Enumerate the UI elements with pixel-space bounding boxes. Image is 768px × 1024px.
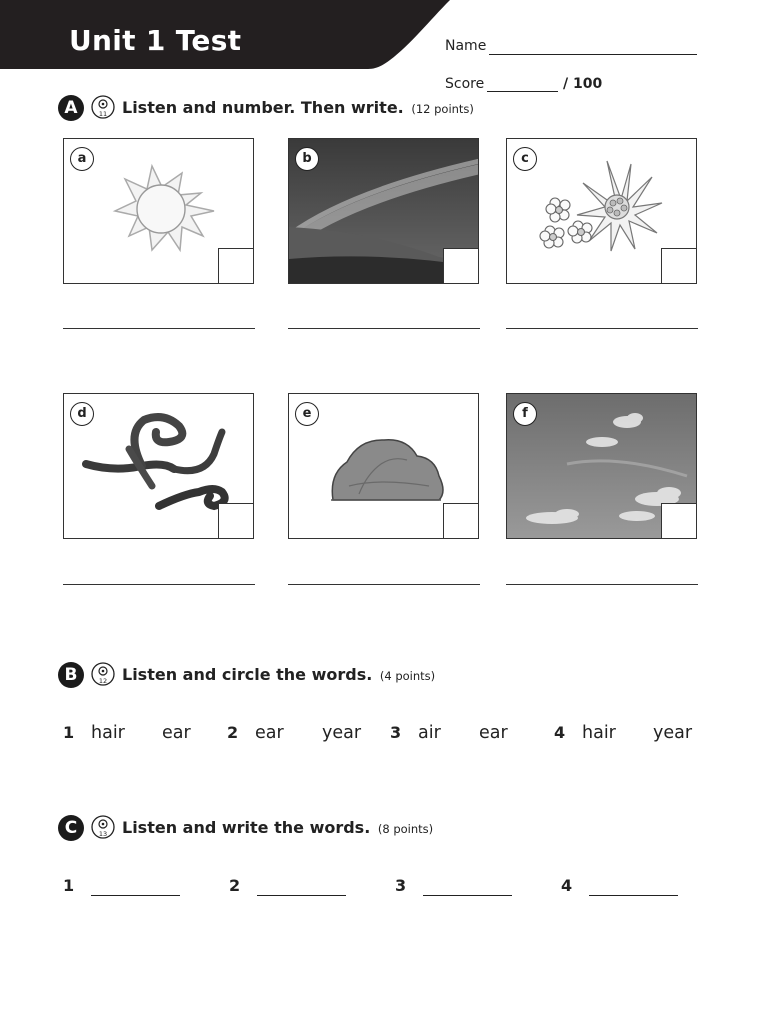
cd-track-icon: [91, 814, 115, 842]
word-option[interactable]: hair: [91, 723, 125, 743]
score-label: Score: [445, 76, 485, 92]
section-b-marker: B: [58, 662, 84, 688]
section-c-instruction: [122, 818, 433, 837]
picture-label: c: [513, 147, 537, 171]
answer-line[interactable]: [506, 328, 698, 329]
word-option[interactable]: ear: [162, 723, 191, 743]
points-label: (4 points): [379, 669, 436, 683]
picture-d: [63, 393, 254, 539]
track-number: 11: [98, 110, 108, 118]
word-option[interactable]: air: [418, 723, 441, 743]
answer-line[interactable]: [288, 584, 480, 585]
answer-line[interactable]: [63, 328, 255, 329]
write-line[interactable]: [589, 895, 678, 896]
section-a-marker: A: [58, 95, 84, 121]
word-option[interactable]: hair: [582, 723, 616, 743]
item-number: 2: [229, 876, 241, 895]
section-b-instruction: [122, 665, 435, 684]
item-number: 4: [561, 876, 573, 895]
track-number: 13: [98, 830, 108, 838]
instruction-text: Listen and circle the words.: [122, 665, 373, 684]
answer-line[interactable]: [506, 584, 698, 585]
picture-b: [288, 138, 479, 284]
item-number: 3: [395, 876, 407, 895]
word-option[interactable]: ear: [255, 723, 284, 743]
item-number: 1: [63, 876, 75, 895]
item-number: 1: [63, 723, 75, 742]
word-option[interactable]: ear: [479, 723, 508, 743]
page-title: Unit 1 Test: [69, 24, 242, 57]
picture-label: a: [70, 147, 94, 171]
picture-label: e: [295, 402, 319, 426]
answer-line[interactable]: [63, 584, 255, 585]
number-box[interactable]: [661, 248, 697, 284]
score-total: / 100: [563, 76, 603, 92]
item-number: 3: [390, 723, 402, 742]
instruction-text: Listen and write the words.: [122, 818, 371, 837]
item-number: 2: [227, 723, 239, 742]
number-box[interactable]: [218, 248, 254, 284]
write-line[interactable]: [91, 895, 180, 896]
points-label: (12 points): [411, 102, 474, 116]
name-label: Name: [445, 38, 487, 54]
number-box[interactable]: [443, 248, 479, 284]
picture-f: [506, 393, 697, 539]
word-option[interactable]: year: [653, 723, 693, 743]
instruction-text: Listen and number. Then write.: [122, 98, 404, 117]
picture-label: d: [70, 402, 94, 426]
picture-label: f: [513, 402, 537, 426]
cd-track-icon: [91, 661, 115, 689]
points-label: (8 points): [377, 822, 434, 836]
score-field[interactable]: [487, 91, 558, 92]
picture-c: [506, 138, 697, 284]
number-box[interactable]: [661, 503, 697, 539]
picture-label: b: [295, 147, 319, 171]
cd-track-icon: [91, 94, 115, 122]
track-number: 12: [98, 677, 108, 685]
number-box[interactable]: [443, 503, 479, 539]
answer-line[interactable]: [288, 328, 480, 329]
item-number: 4: [554, 723, 566, 742]
picture-a: [63, 138, 254, 284]
name-field[interactable]: [489, 54, 697, 55]
section-c-marker: C: [58, 815, 84, 841]
word-option[interactable]: year: [322, 723, 362, 743]
write-line[interactable]: [423, 895, 512, 896]
number-box[interactable]: [218, 503, 254, 539]
write-line[interactable]: [257, 895, 346, 896]
section-a-instruction: [122, 98, 474, 117]
picture-e: [288, 393, 479, 539]
